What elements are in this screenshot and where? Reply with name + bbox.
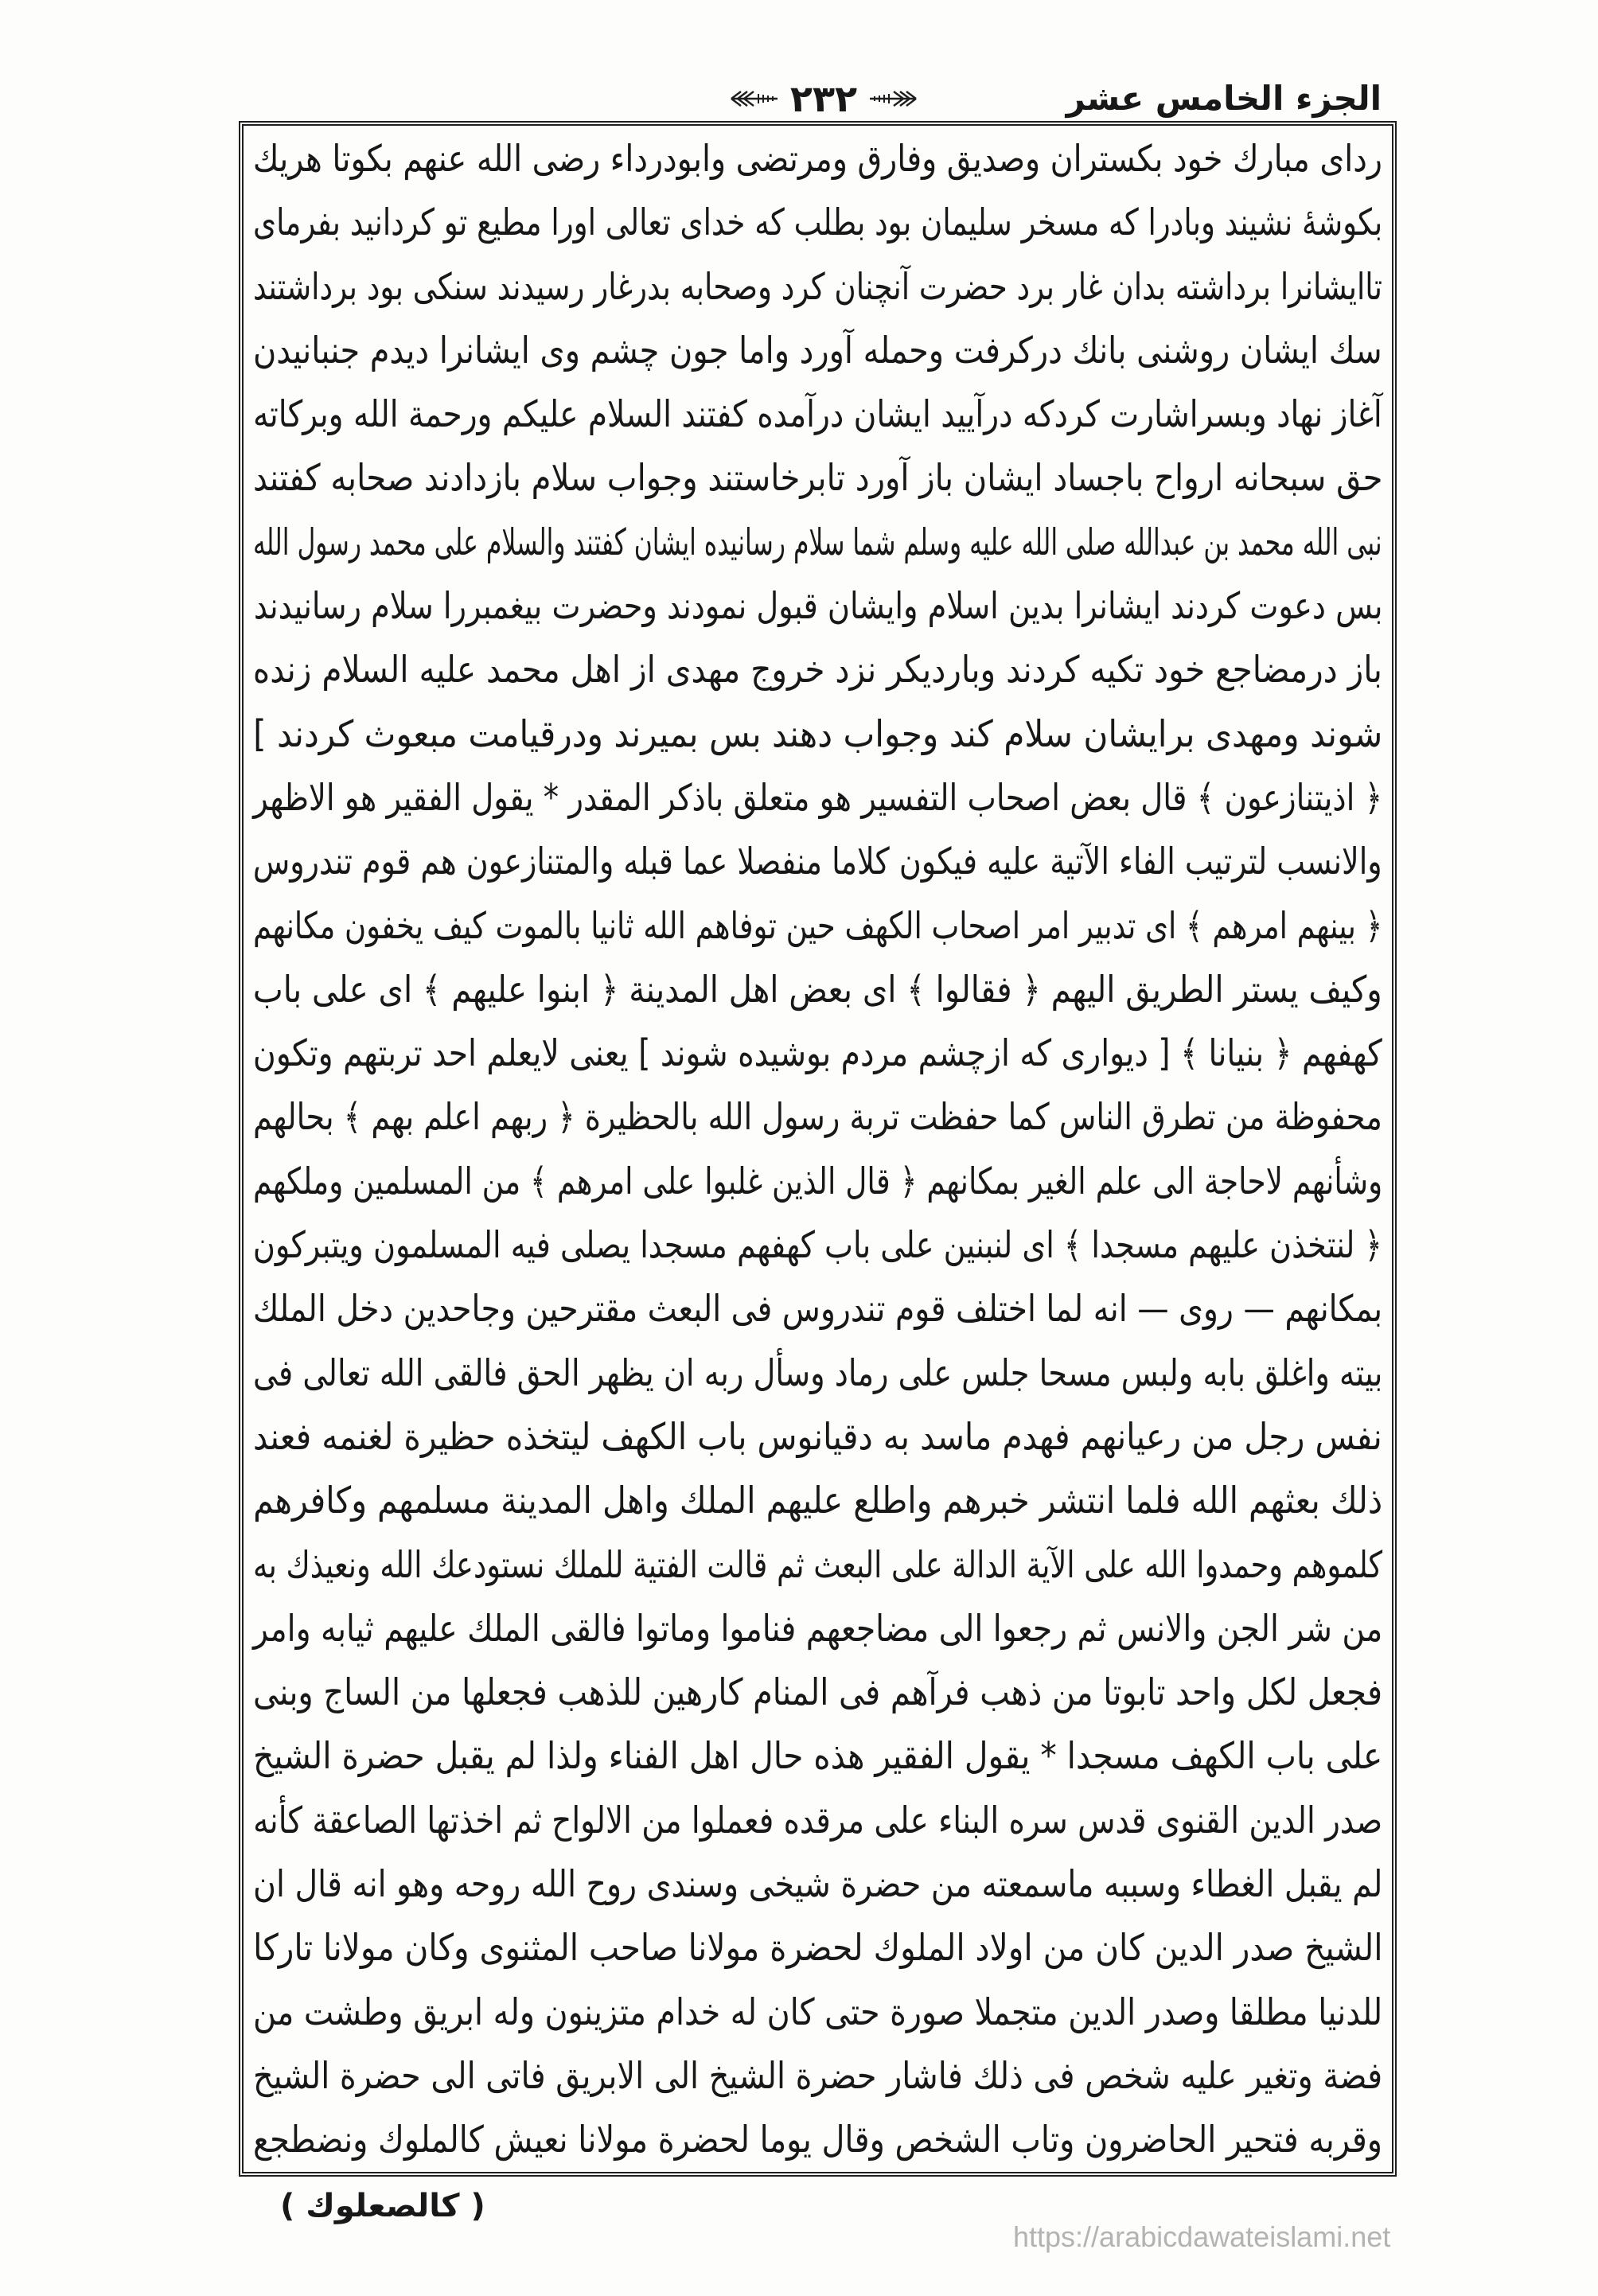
text-line: ﴿ اذيتنازعون ﴾ قال بعض اصحاب التفسير هو متعلق باذكر المقدر * يقول الفقير هو الاظهر — [252, 775, 1382, 819]
text-line: ﴿ لنتخذن عليهم مسجدا ﴾ اى لنبنين على باب كهفهم مسجدا يصلى فيه المسلمون ويتبركون — [253, 1223, 1382, 1267]
text-line: بمكانهم — روى — انه لما اختلف قوم تندروس فى البعث مقترحين وجاحدين دخل الملك — [252, 1287, 1382, 1331]
text-line: وشأنهم لاحاجة الى علم الغير بمكانهم ﴿ قال الذين غلبوا على امرهم ﴾ من المسلمين وملكهم — [252, 1159, 1382, 1203]
text-body — [253, 127, 1382, 2172]
ornament-left-icon — [730, 88, 779, 109]
text-line: على باب الكهف مسجدا * يقول الفقير هذه حال اهل الفناء ولذا لم يقبل حضرة الشيخ — [252, 1734, 1382, 1778]
text-line: كهفهم ﴿ بنيانا ﴾ [ ديوارى كه ازچشم مردم بوشيده شوند ] يعنى لايعلم احد تربتهم وتكون — [253, 1031, 1382, 1075]
text-line: وقربه فتحير الحاضرون وتاب الشخص وقال يوما لحضرة مولانا نعيش كالملوك ونضطجع — [252, 2118, 1382, 2162]
text-line: ردای مبارك خود بكستران وصديق وفارق ومرتضى وابودرداء رضى الله عنهم بكوتا هريك — [252, 137, 1382, 180]
text-line: وكيف يستر الطريق اليهم ﴿ فقالوا ﴾ اى بعض اهل المدينة ﴿ ابنوا عليهم ﴾ اى على باب — [253, 967, 1382, 1011]
text-line: كلموهم وحمدوا الله على الآية الدالة على البعث ثم قالت الفتية للملك نستودعك الله ونعيذك به — [252, 1542, 1382, 1586]
text-line: بيته واغلق بابه ولبس مسحا جلس على رماد وسأل ربه ان يظهر الحق فالقى الله تعالى فى — [252, 1351, 1382, 1394]
text-line: محفوظة من تطرق الناس كما حفظت تربة رسول الله بالحظيرة ﴿ ربهم اعلم بهم ﴾ بحالهم — [253, 1095, 1382, 1139]
text-line: نفس رجل من رعيانهم فهدم ماسد به دقيانوس باب الكهف ليتخذه حظيرة لغنمه فعند — [253, 1414, 1382, 1458]
text-line: من شر الجن والانس ثم رجعوا الى مضاجعهم فناموا وماتوا فالقى الملك عليهم ثيابه وامر — [252, 1606, 1382, 1650]
page-number: ٢٣٢ — [789, 77, 858, 120]
text-line: بكوشۀ نشيند وبادرا كه مسخر سليمان بود بطلب كه خداى تعالى اورا مطيع تو كردانيد بفرماى — [252, 201, 1382, 244]
text-line: لم يقبل الغطاء وسببه ماسمعته من حضرة شيخى وسندى روح الله روحه وهو انه قال ان — [252, 1862, 1382, 1906]
text-line: للدنيا مطلقا وصدر الدين متجملا صورة حتى كان له خدام متزينون وله ابريق وطشت من — [252, 1990, 1382, 2033]
text-line: نبى الله محمد بن عبدالله صلى الله عليه وسلم شما سلام رسانيده ايشان كفتند والسلام على محمد رسول الله — [253, 520, 1382, 563]
ornament-right-icon — [868, 88, 918, 109]
text-line: شوند ومهدى برايشان سلام كند وجواب دهند بس بميرند ودرقيامت مبعوث كردند ] — [252, 711, 1382, 755]
watermark-url: https://arabicdawateislami.net — [1013, 2220, 1391, 2253]
text-line: ذلك بعثهم الله فلما انتشر خبرهم واطلع عليهم الملك واهل المدينة مسلمهم وكافرهم — [252, 1479, 1382, 1522]
page-number-block — [712, 75, 935, 123]
text-line: الشيخ صدر الدين كان من اولاد الملوك لحضرة مولانا صاحب المثنوى وكان مولانا تاركا — [252, 1926, 1382, 1970]
text-line: صدر الدين القنوى قدس سره البناء على مرقده فعملوا من الالواح ثم اخذتها الصاعقة كأنه — [252, 1798, 1382, 1842]
text-line: فجعل لكل واحد تابوتا من ذهب فرآهم فى المنام كارهين للذهب فجعلها من الساج وبنى — [253, 1670, 1382, 1714]
text-line: تاايشانرا برداشته بدان غار برد حضرت آنچنان كرد وصحابه بدرغار رسيدند سنكى بود برداشتند — [253, 264, 1382, 308]
text-line: باز درمضاجع خود تكيه كردند وبارديكر نزد خروج مهدى از اهل محمد عليه السلام زنده — [252, 648, 1382, 692]
text-frame — [239, 121, 1397, 2177]
text-line: بس دعوت كردند ايشانرا بدين اسلام وايشان قبول نمودند وحضرت بيغمبررا سلام رسانيدند — [253, 584, 1382, 628]
text-line: ﴿ بينهم امرهم ﴾ اى تدبير امر اصحاب الكهف حين توفاهم الله ثانيا بالموت كيف يخفون مكانهم — [252, 903, 1382, 947]
text-line: حق سبحانه ارواح باجساد ايشان باز آورد تابرخاستند وجواب سلام بازدادند صحابه كفتند — [252, 456, 1382, 500]
running-title: الجزء الخامس عشر — [1066, 79, 1382, 118]
catchword: ( كالصعلوك ) — [280, 2188, 485, 2224]
text-line: سك ايشان روشنى بانك دركرفت وحمله آورد واما جون چشم وى ايشانرا ديدم جنبانيدن — [253, 328, 1382, 372]
text-line: والانسب لترتيب الفاء الآتية عليه فيكون كلاما منفصلا عما قبله والمتنازعون هم قوم تندروس — [253, 840, 1382, 883]
text-line: فضة وتغير عليه شخص فى ذلك فاشار حضرة الشيخ الى الابريق فاتى الى حضرة الشيخ — [252, 2053, 1382, 2097]
text-line: آغاز نهاد وبسراشارت كردكه درآييد ايشان درآمده كفتند السلام عليكم ورحمة الله وبركاته — [253, 392, 1382, 436]
